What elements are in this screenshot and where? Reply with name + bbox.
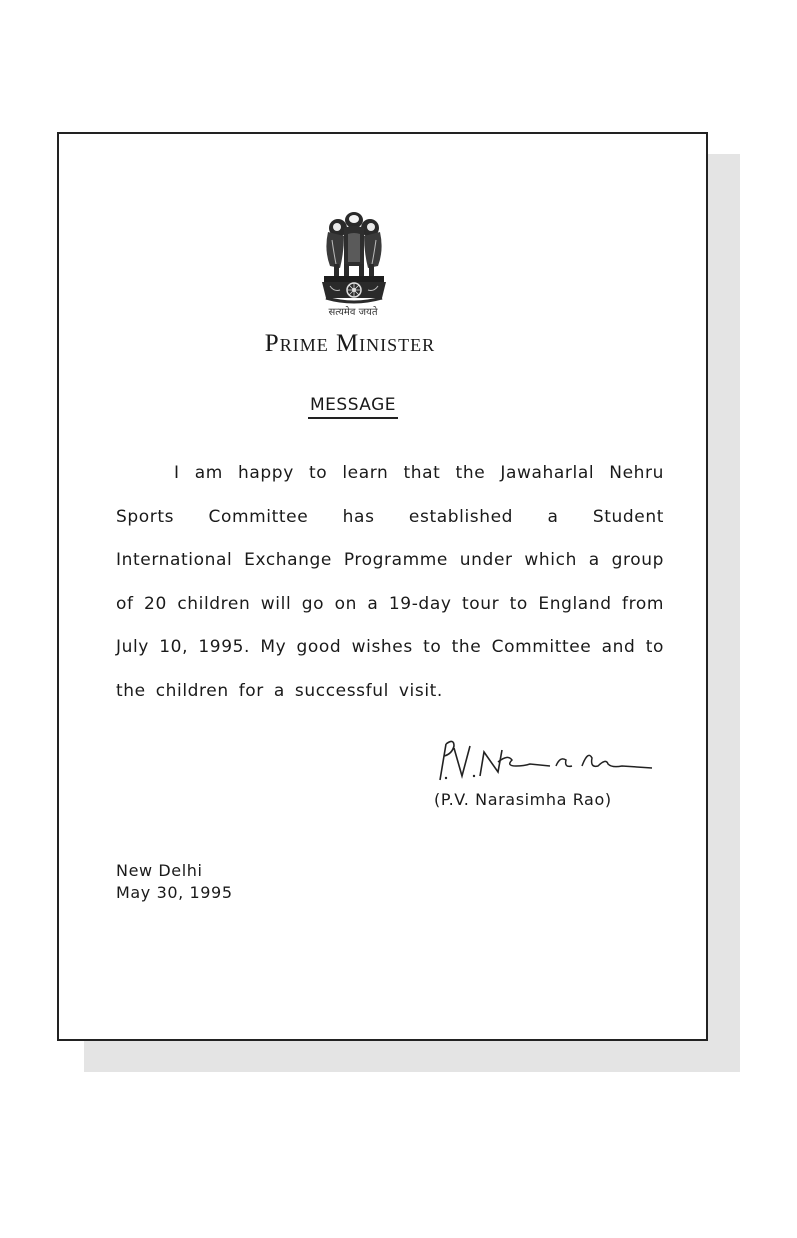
date: May 30, 1995 — [116, 883, 233, 902]
office-title: Prime Minister — [264, 330, 436, 357]
emblem-motto: सत्यमेव जयते — [328, 307, 378, 318]
message-body: I am happy to learn that the Jawaharlal Nehru Sports Committee has established a Student International Exchange Programme under which a group of 20 children will go on a 19-day tour to England from July 10, 1995. My good wishes to the Committee and to the children for a successful visit. — [116, 463, 664, 701]
message-heading: MESSAGE — [308, 394, 398, 419]
place: New Delhi — [116, 861, 203, 880]
signature-icon — [432, 736, 660, 784]
state-emblem-icon — [318, 206, 390, 320]
place-date-block — [116, 860, 233, 904]
signatory-name: (P.V. Narasimha Rao) — [434, 790, 612, 809]
